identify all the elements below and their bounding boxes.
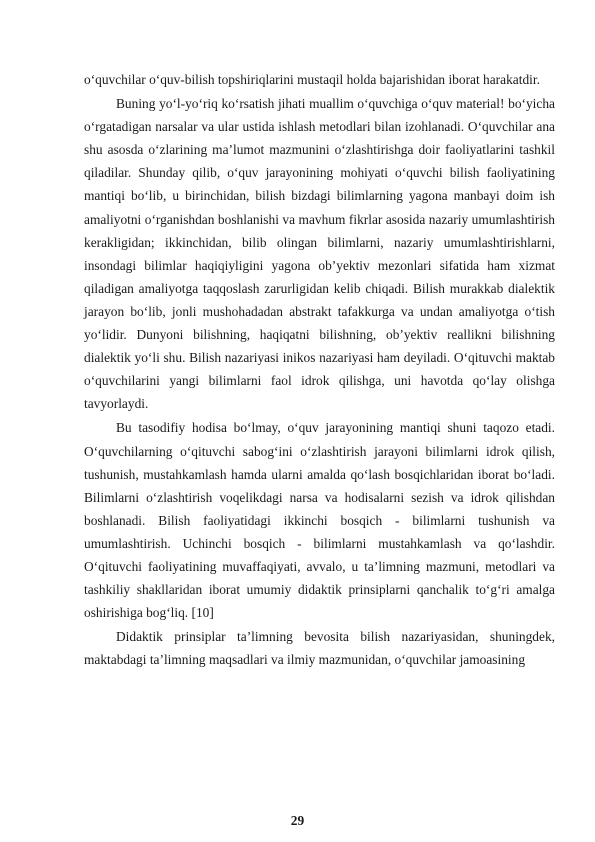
paragraph: Bu tasodifiy hodisa bo‘lmay, o‘quv jarayonining mantiqi shuni taqozo etadi. O‘quvchilarning o‘qituvchi sabog‘ini o‘zlashtirish jarayoni bilimlarni idrok qilish, tushunish, mustahkamlash hamda ularni amalda qo‘lash bosqichlaridan iborat bo‘ladi. Bilimlarni o‘zlashtirish voqelikdagi narsa va hodisalarni sezish va idrok qilishdan boshlanadi. Bilish faoliyatidagi ikkinchi bosqich - bilimlarni tushunish va umumlashtirish. Uchinchi bosqich - bilimlarni mustahkamlash va qo‘lashdir. O‘qituvchi faoliyatining muvaffaqiyati, avvalo, u ta’limning mazmuni, metodlari va tashkiliy shakllaridan iborat umumiy didaktik prinsiplarni qanchalik to‘g‘ri amalga oshirishiga bog‘liq. [10] (84, 420, 555, 621)
paragraph-continuation: o‘quvchilar o‘quv-bilish topshiriqlarini mustaqil holda bajarishidan iborat harakatdir. (84, 72, 540, 87)
document-body (84, 68, 555, 671)
paragraph: Didaktik prinsiplar ta’limning bevosita bilish nazariyasidan, shuningdek, maktabdagi ta’limning maqsadlari va ilmiy mazmunidan, o‘quvchilar jamoasining (84, 629, 555, 668)
paragraph: Buning yo‘l-yo‘riq ko‘rsatish jihati muallim o‘quvchiga o‘quv material! bo‘yicha o‘rgatadigan narsalar va ular ustida ishlash metodlari bilan izohlanadi. O‘quvchilar ana shu asosda o‘zlarining ma’lumot mazmunini o‘zlashtirishga doir faoliyatlarini tashkil qiladilar. Shunday qilib, o‘quv jarayonining mohiyati o‘quvchi bilish faoliyatining mantiqi bo‘lib, u birinchidan, bilish bizdagi bilimlarning yagona manbayi doim ish amaliyotni o‘rganishdan boshlanishi va mavhum fikrlar asosida nazariy umumlashtirish kerakligidan; ikkinchidan, bilib olingan bilimlarni, nazariy umumlashtirishlarni, insondagi bilimlar haqiqiyligini yagona ob’yektiv mezonlari sifatida ham xizmat qiladigan amaliyotga taqqoslash zarurligidan kelib chiqadi. Bilish murakkab dialektik jarayon bo‘lib, jonli mushohadadan abstrakt tafakkurga va undan amaliyotga o‘tish yo‘lidir. Dunyoni bilishning, haqiqatni bilishning, ob’yektiv reallikni bilishning dialektik yo‘li shu. Bilish nazariyasi inikos nazariyasi ham deyiladi. O‘qituvchi maktab o‘quvchilarini yangi bilimlarni faol idrok qilishga, uni havotda qo‘lay olishga tavyorlaydi. (84, 96, 555, 412)
page-number: 29 (290, 813, 305, 828)
